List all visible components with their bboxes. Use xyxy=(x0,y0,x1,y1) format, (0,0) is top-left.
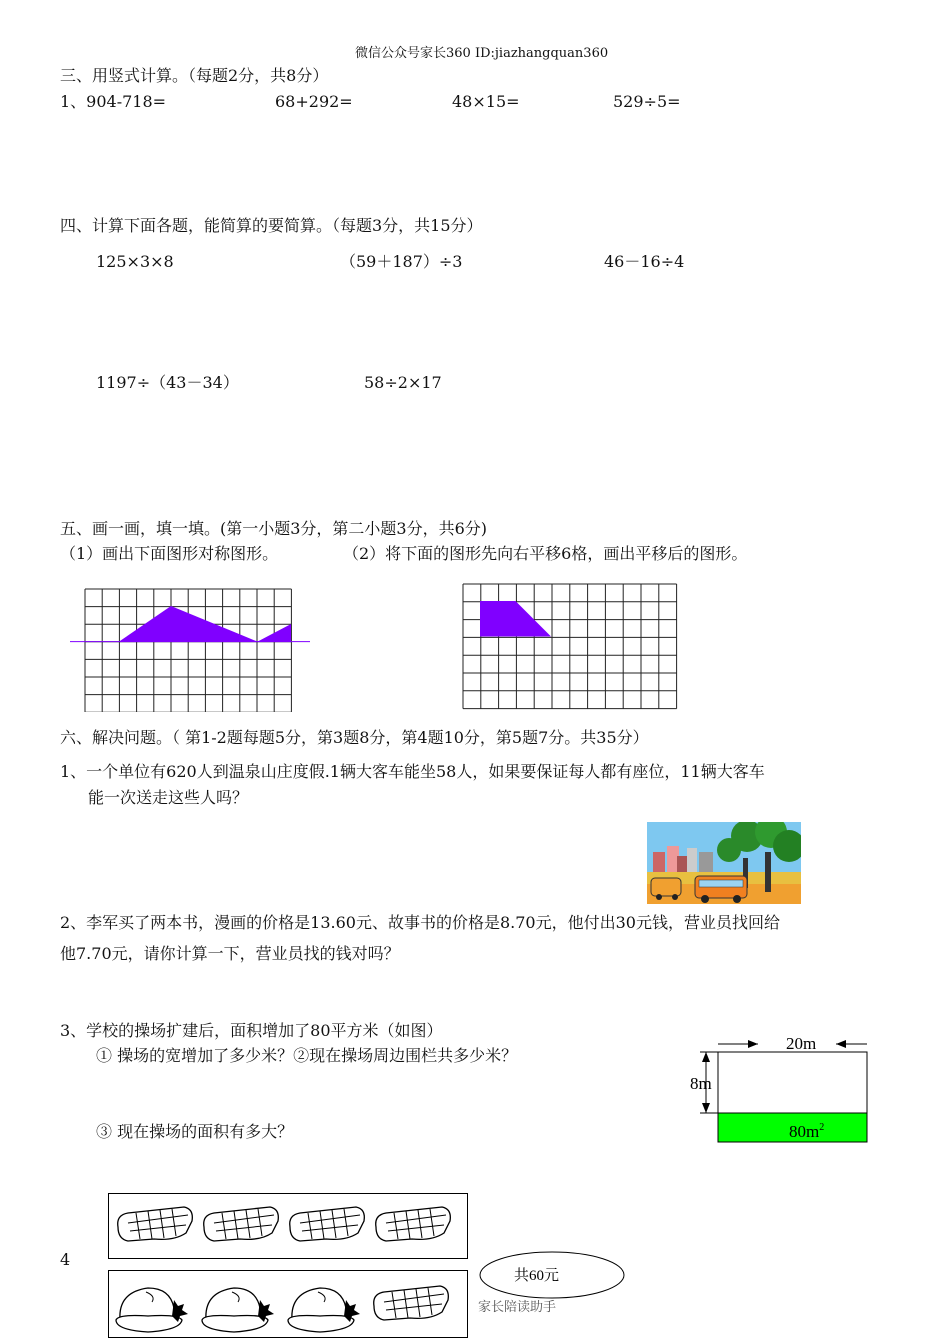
section4-expr-3: 46－16÷4 xyxy=(604,252,685,271)
section5-title: 五、画一画，填一填。(第一小题3分，第二小题3分，共6分) xyxy=(60,519,488,538)
playground-width-label: 20m xyxy=(786,1034,817,1053)
section6-q2-line1: 2、李军买了两本书，漫画的价格是13.60元、故事书的价格是8.70元，他付出30元钱，营业员找回给 xyxy=(60,913,780,932)
section6-q3-title: 3、学校的操场扩建后，面积增加了80平方米（如图） xyxy=(60,1021,443,1040)
section6-q3-sub2: ③ 现在操场的面积有多大？ xyxy=(96,1122,294,1141)
playground-height-label: 8m xyxy=(690,1074,712,1093)
section5-q2: （2）将下面的图形先向右平移6格，画出平移后的图形。 xyxy=(343,544,748,563)
section4-expr-4: 1197÷（43－34） xyxy=(96,373,239,392)
section6-title: 六、解决问题。（ 第1-2题每题5分，第3题8分，第4题10分，第5题7分。共35分） xyxy=(60,728,649,747)
playground-area-label: $80m^2$ xyxy=(789,1122,825,1141)
section4-expr-2: （59＋187）÷3 xyxy=(340,252,463,271)
section3-item-3: 48×15= xyxy=(452,92,520,111)
section3-item-2: 68+292= xyxy=(275,92,353,111)
bus-illustration xyxy=(647,822,801,904)
section4-expr-1: 125×3×8 xyxy=(96,252,174,271)
translation-grid xyxy=(462,583,680,711)
skate-row-box xyxy=(108,1193,468,1259)
header-watermark: 微信公众号家长360 ID:jiazhangquan360 xyxy=(355,46,609,61)
section6-q4-number: 4 xyxy=(60,1250,71,1269)
section4-expr-5: 58÷2×17 xyxy=(364,373,442,392)
playground-diagram xyxy=(686,1030,876,1150)
total-ellipse xyxy=(478,1250,626,1302)
section6-q2-line2: 他7.70元，请你计算一下，营业员找的钱对吗？ xyxy=(60,944,400,963)
section4-title: 四、计算下面各题，能简算的要简算。（每题3分，共15分） xyxy=(60,216,483,235)
hat-row-box xyxy=(108,1270,468,1338)
symmetry-grid xyxy=(70,586,310,712)
section3-item-4: 529÷5= xyxy=(613,92,681,111)
section3-item-1: 1、904-718= xyxy=(60,92,167,111)
section3-title: 三、用竖式计算。（每题2分，共8分） xyxy=(60,66,329,85)
translation-shape xyxy=(480,601,551,637)
section5-q1: （1）画出下面图形对称图形。 xyxy=(60,544,279,563)
total-label: 共60元 xyxy=(514,1268,560,1284)
footer-text: 家长陪读助手 xyxy=(478,1300,557,1315)
section6-q3-sub1: ① 操场的宽增加了多少米？②现在操场周边围栏共多少米？ xyxy=(96,1046,518,1065)
section6-q1-line1: 1、一个单位有620人到温泉山庄度假.1辆大客车能坐58人，如果要保证每人都有座位，11辆大客车 xyxy=(60,762,765,781)
section6-q1-line2: 能一次送走这些人吗？ xyxy=(88,788,249,807)
